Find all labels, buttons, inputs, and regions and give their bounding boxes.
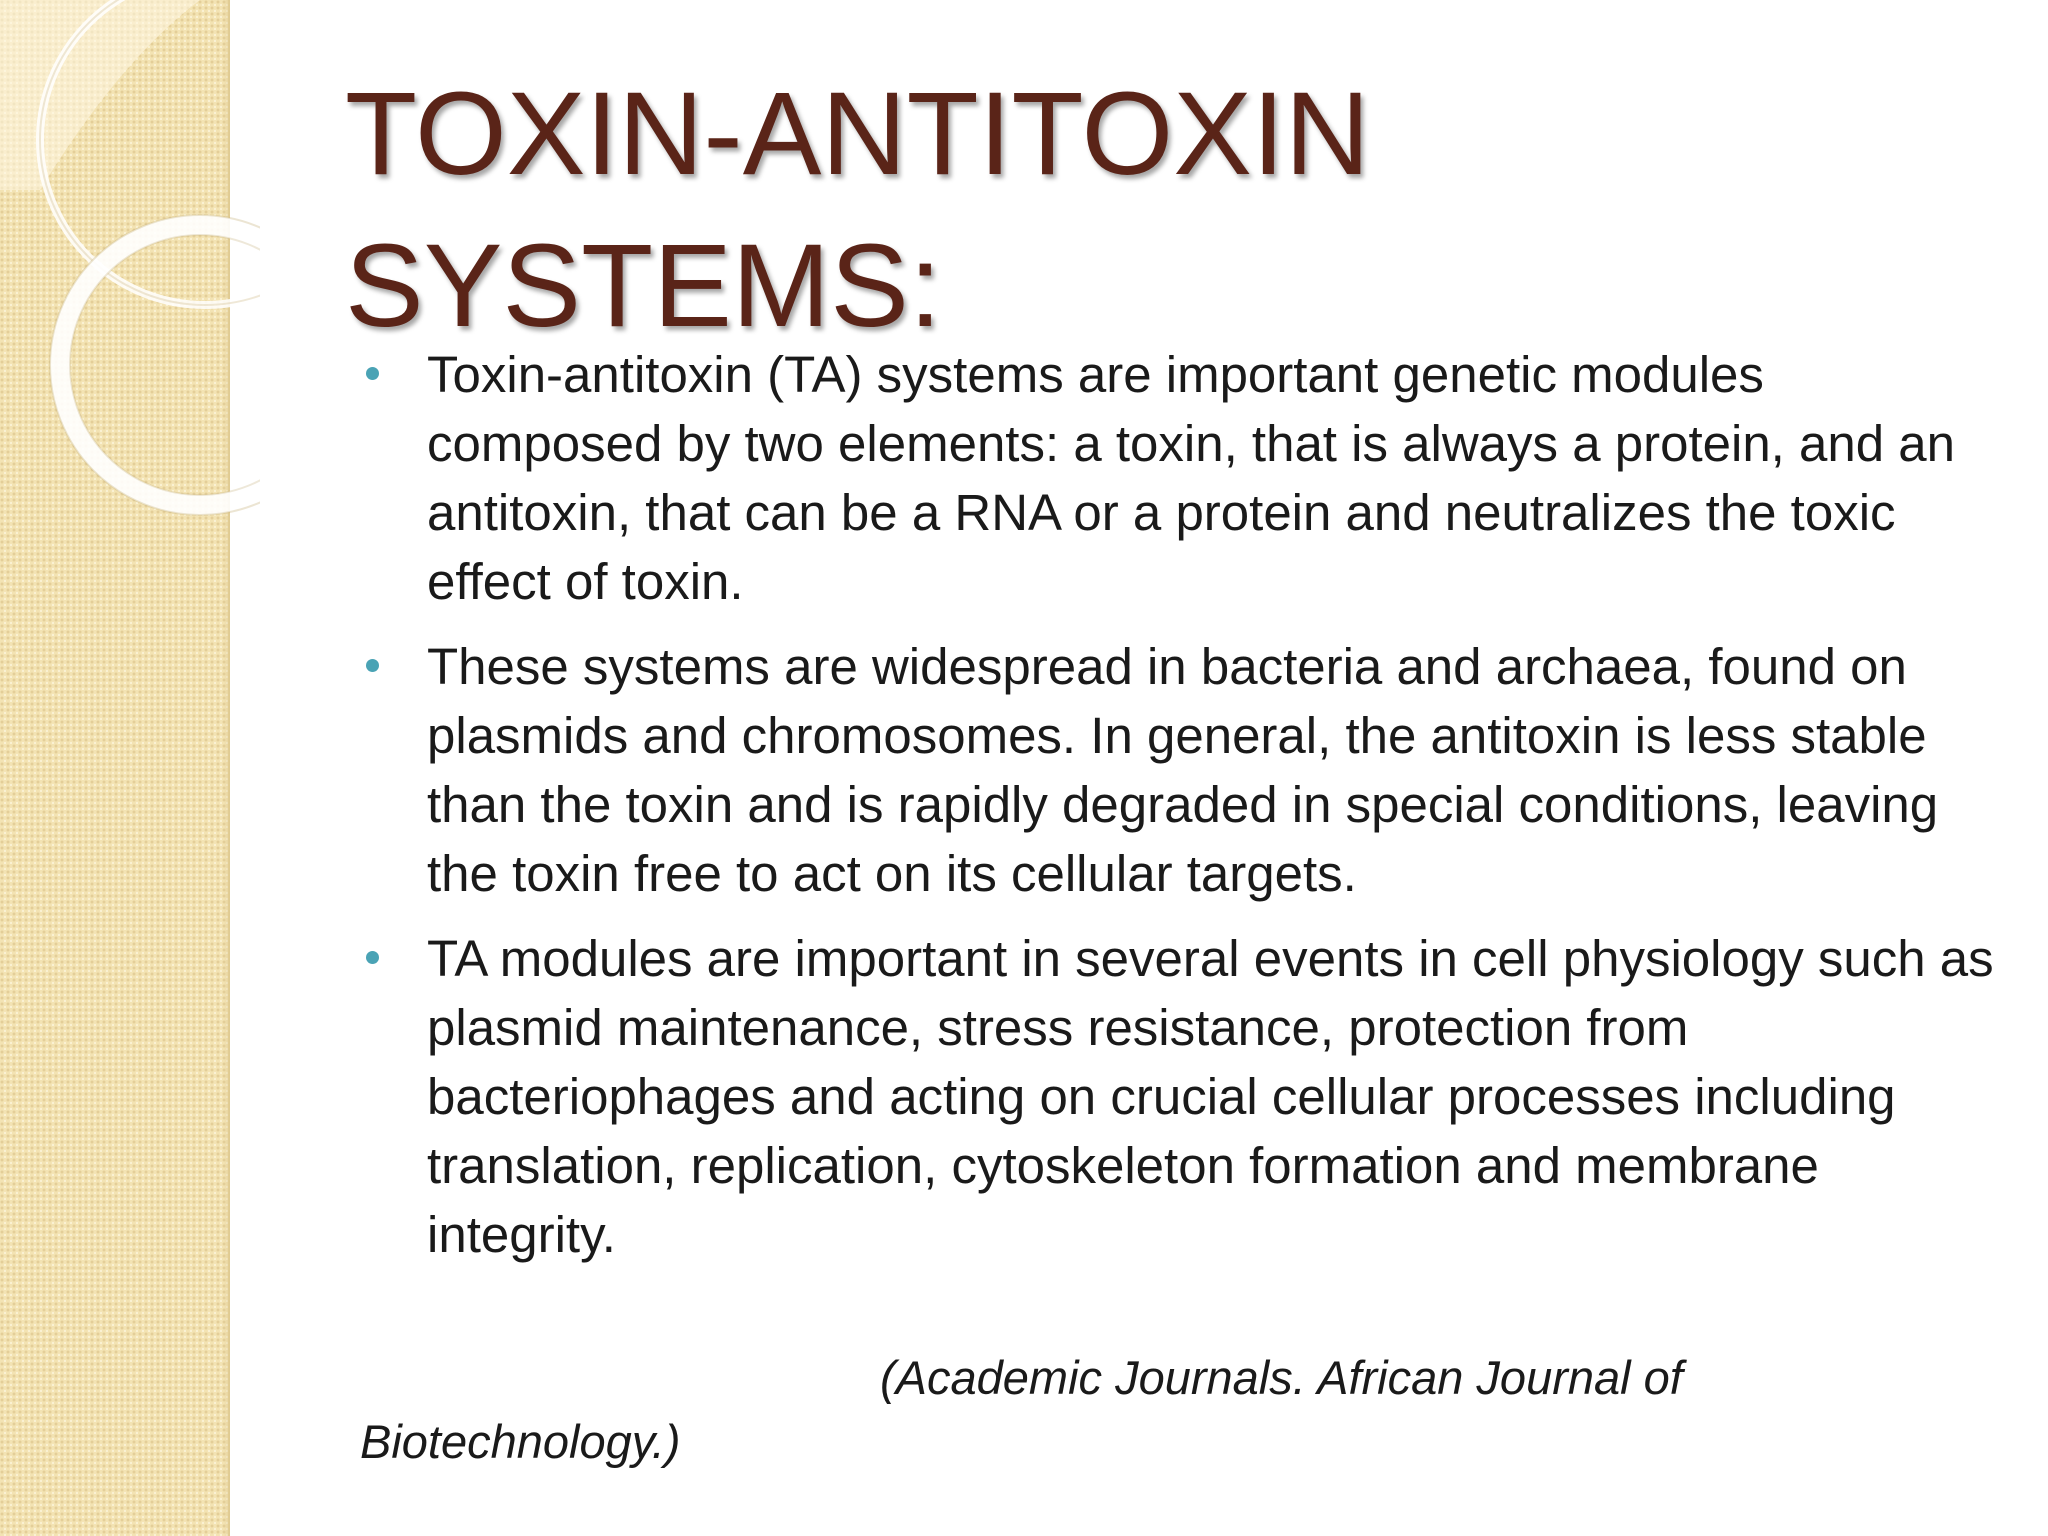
bullet-item [360,632,2010,908]
bullet-text: TA modules are important in several events in cell physiology such as plasmid maintenance, stress resistance, protection from bacteriophages and acting on crucial cellular processes including translation, replication, cytoskeleton formation and membrane integrity. [427,930,1994,1263]
bullet-text: These systems are widespread in bacteria and archaea, found on plasmids and chromosomes. In general, the antitoxin is less stable than the toxin and is rapidly degraded in special conditions, leaving the toxin free to act on its cellular targets. [427,638,1939,902]
slide-title-line-2: SYSTEMS: [345,220,942,352]
bullet-marker-icon [366,367,379,380]
bullet-item [360,924,2010,1269]
bullet-marker-icon [366,659,379,672]
decorative-rings-graphic [0,0,260,520]
bullet-list [360,340,2010,1285]
bullet-marker-icon [366,951,379,964]
citation-line-2: Biotechnology.) [360,1415,681,1468]
slide-title-line-1: TOXIN-ANTITOXIN [345,68,1370,200]
citation-line-1: (Academic Journals. African Journal of [880,1351,1683,1404]
slide-title [345,58,1370,362]
citation [360,1346,1860,1474]
bullet-item [360,340,2010,616]
bullet-text: Toxin-antitoxin (TA) systems are important genetic modules composed by two elements: a toxin, that is always a protein, and an antitoxin, that can be a RNA or a protein and neutralizes the toxic effect of toxin. [427,346,1956,610]
